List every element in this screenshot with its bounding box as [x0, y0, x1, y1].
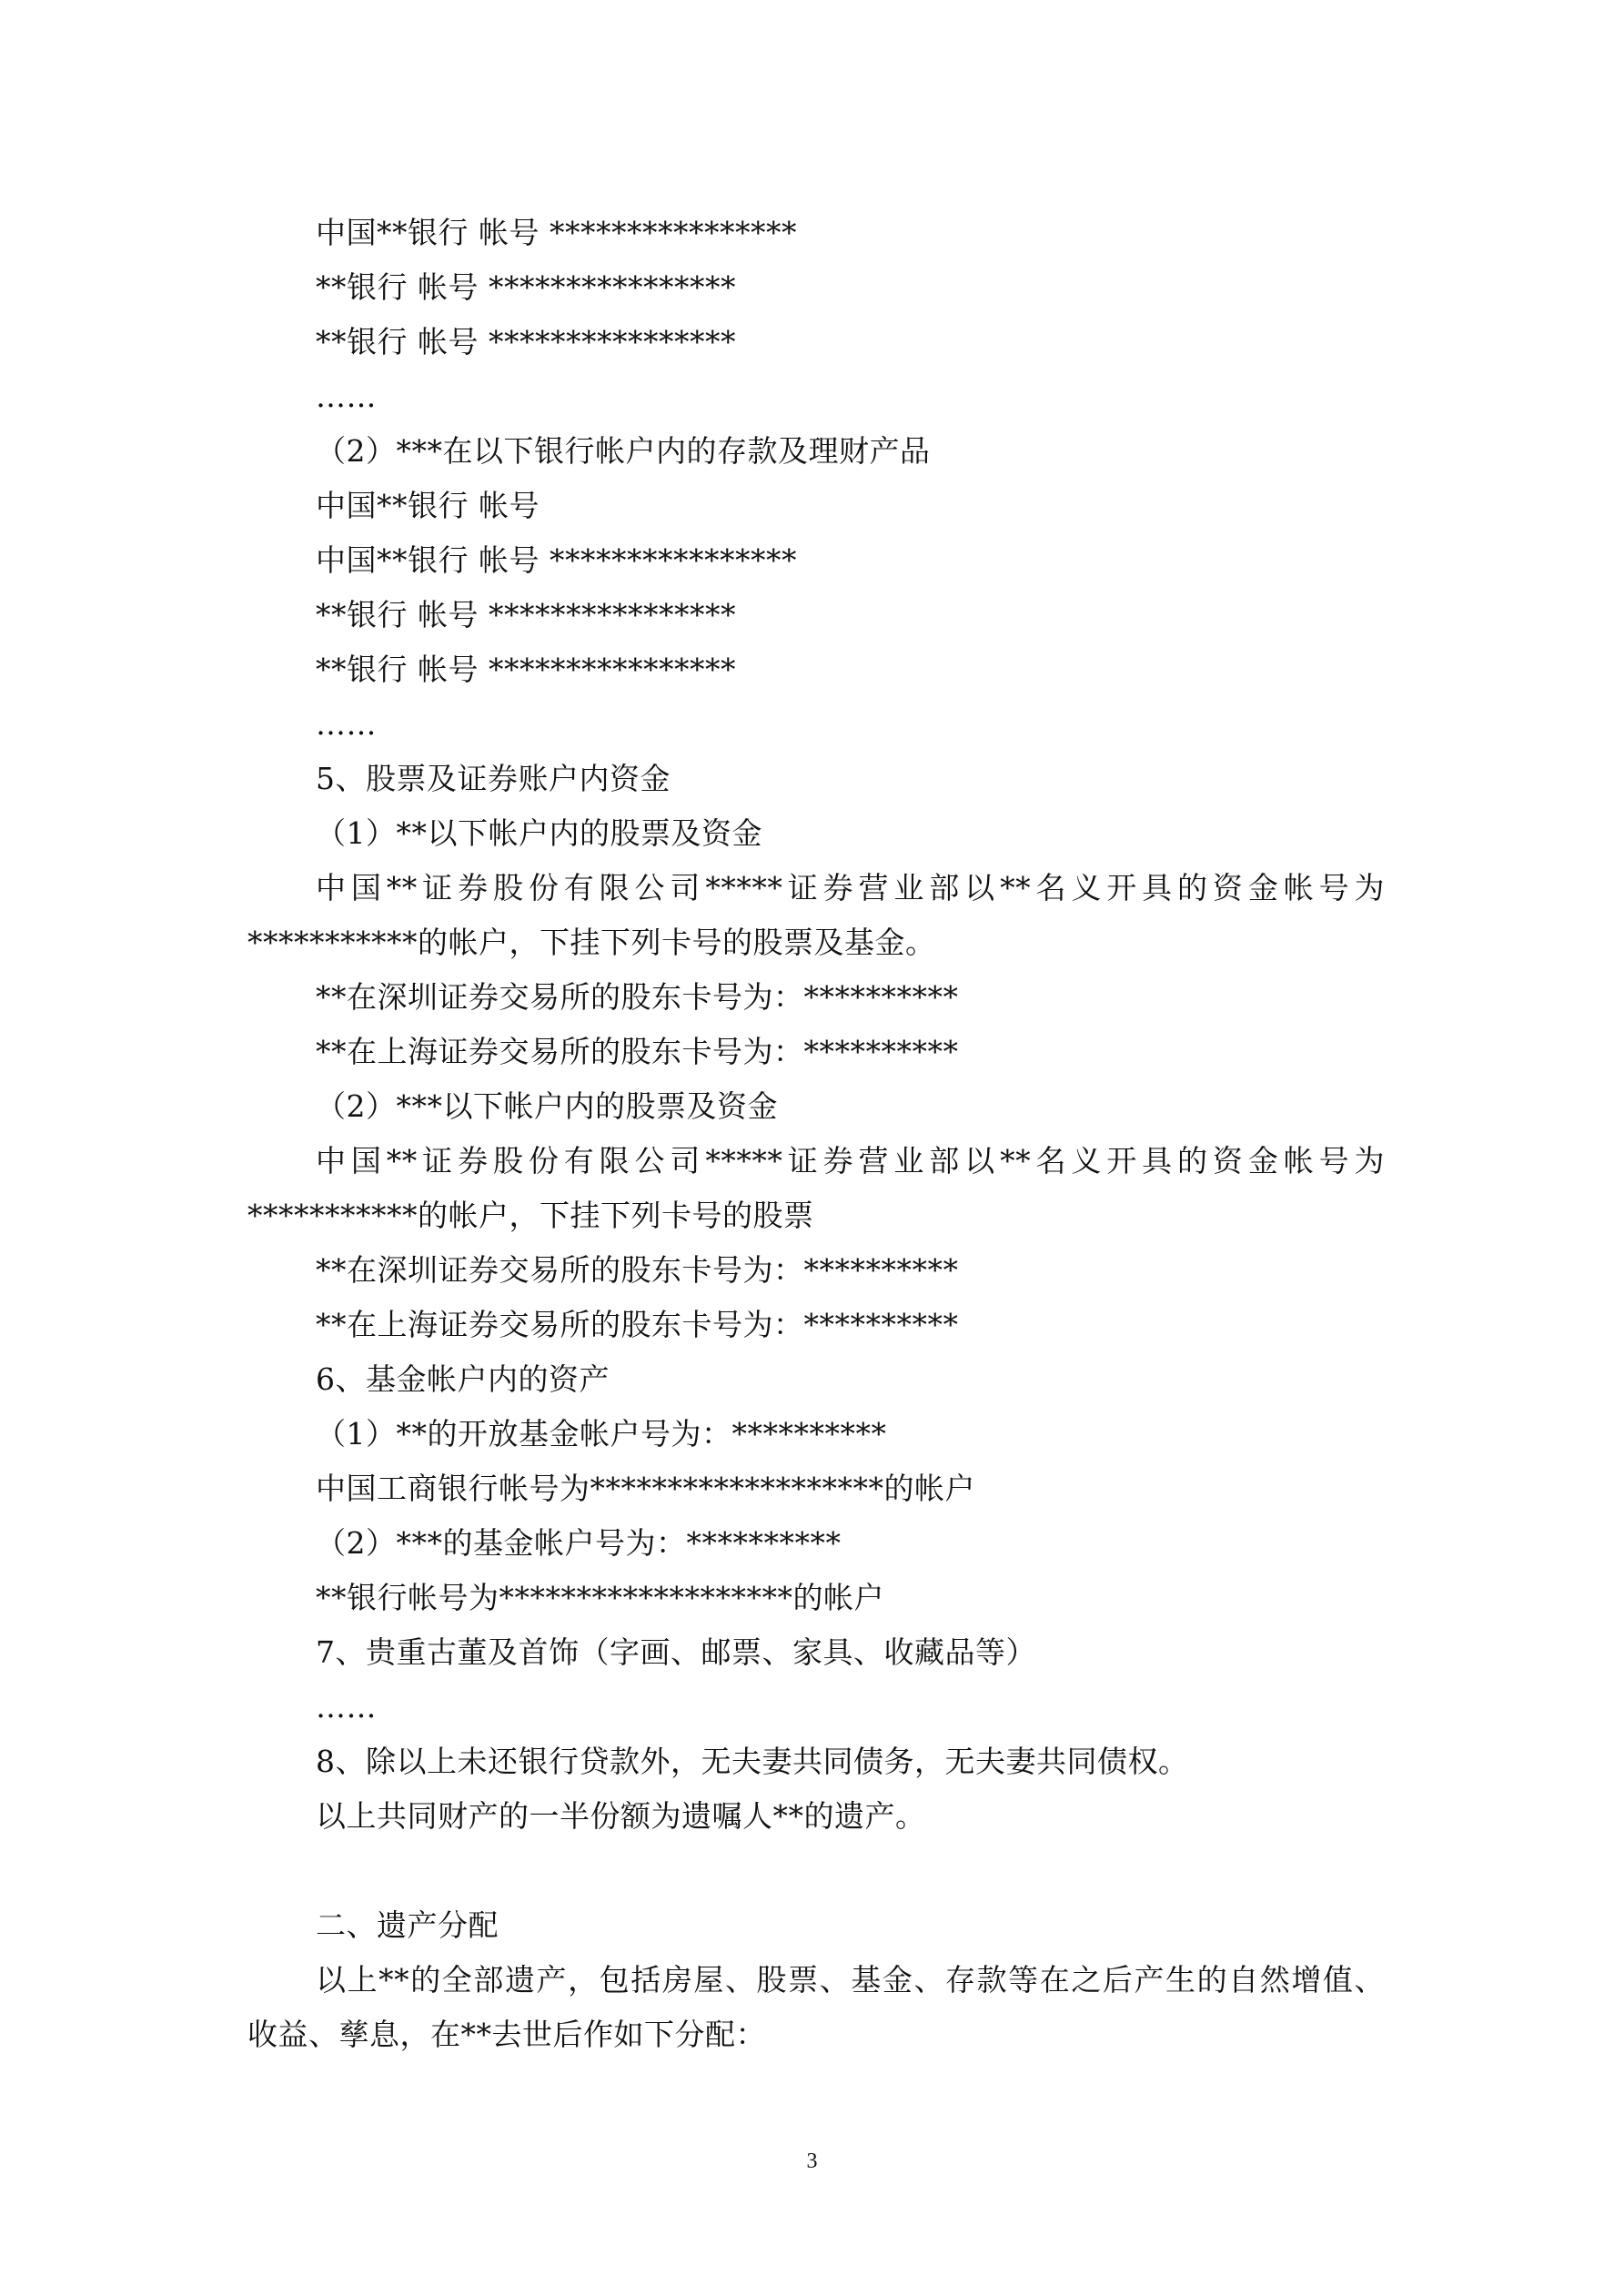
text-line: 中国工商银行帐号为*******************的帐户 [316, 1471, 975, 1506]
text-line: （2）***的基金帐户号为：********** [316, 1525, 842, 1561]
section-heading: 7、贵重古董及首饰（字画、邮票、家具、收藏品等） [316, 1634, 1036, 1670]
text-line: **在深圳证券交易所的股东卡号为：********** [316, 1252, 959, 1288]
text-line: **银行 帐号 **************** [316, 269, 736, 305]
section-heading: 6、基金帐户内的资产 [316, 1361, 610, 1397]
document-body [247, 206, 1385, 2062]
text-line: 收益、孳息，在**去世后作如下分配： [247, 2017, 766, 2052]
text-line: 以上共同财产的一半份额为遗嘱人**的遗产。 [316, 1798, 926, 1834]
text-line: **银行 帐号 **************** [316, 597, 736, 632]
text-line: （2）***在以下银行帐户内的存款及理财产品 [316, 433, 931, 469]
text-line: 中国**银行 帐号 **************** [316, 215, 797, 250]
text-line: 中国**银行 帐号 **************** [316, 542, 797, 578]
text-line: 中国**证券股份有限公司*****证券营业部以**名义开具的资金帐号为 [316, 1143, 1385, 1178]
text-line: …… [316, 1689, 377, 1725]
text-line: **银行 帐号 **************** [316, 324, 736, 359]
section-heading: 5、股票及证券账户内资金 [316, 761, 671, 796]
text-line: **银行帐号为*******************的帐户 [316, 1580, 884, 1615]
text-line: **在上海证券交易所的股东卡号为：********** [316, 1034, 959, 1069]
text-line: 中国**证券股份有限公司*****证券营业部以**名义开具的资金帐号为 [316, 870, 1385, 905]
section-heading: 二、遗产分配 [316, 1907, 499, 1943]
text-line: （2）***以下帐户内的股票及资金 [316, 1088, 778, 1124]
text-line: **在上海证券交易所的股东卡号为：********** [316, 1307, 959, 1342]
text-line: **银行 帐号 **************** [316, 652, 736, 687]
text-line: …… [316, 706, 377, 742]
text-line: 以上**的全部遗产，包括房屋、股票、基金、存款等在之后产生的自然增值、 [316, 1962, 1385, 1998]
text-line: 中国**银行 帐号 [316, 488, 540, 523]
text-line: ***********的帐户，下挂下列卡号的股票 [247, 1198, 814, 1233]
section-heading: 8、除以上未还银行贷款外，无夫妻共同债务，无夫妻共同债权。 [316, 1744, 1189, 1779]
text-line: （1）**的开放基金帐户号为：********** [316, 1416, 887, 1451]
text-line: （1）**以下帐户内的股票及资金 [316, 815, 762, 851]
text-line: **在深圳证券交易所的股东卡号为：********** [316, 979, 959, 1015]
blank-line [247, 1844, 1385, 1898]
text-line: …… [316, 379, 377, 414]
text-line: ***********的帐户，下挂下列卡号的股票及基金。 [247, 925, 936, 960]
page-number: 3 [806, 2149, 818, 2173]
